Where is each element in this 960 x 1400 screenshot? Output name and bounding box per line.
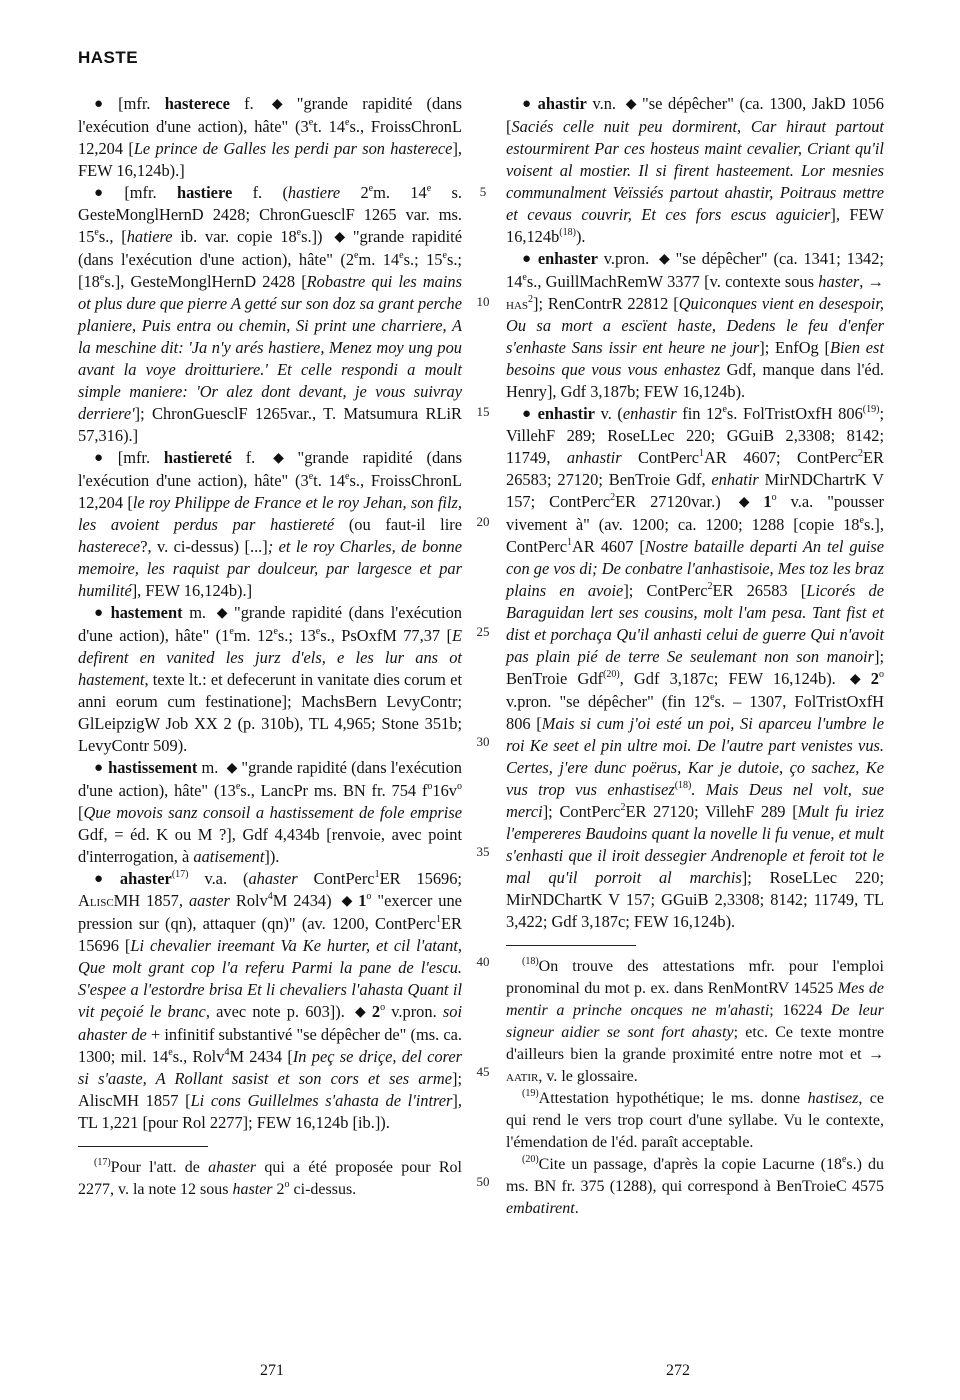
line-number-gutter (470, 93, 496, 1193)
quotation: Robastre qui les mains ot plus dure que pierre A getté sur son doz sa grant perche planiere, Puis entra ou chemin, Si print une charriere, A la meschine dit: 'Ja n'y arés hastiere, Menez moy ung pou avant la voye droitturiere.' Et celle respondi a moult simple maniere: 'Or alez dont devant, je vous suivray derriere' (78, 272, 463, 423)
headword: hastissement (108, 758, 198, 777)
right-column (506, 93, 884, 1220)
quotation: Licorés de Baraguidan lert ses cousins, molt l'am pesa. Tant fist et dist et porchaça Qu'il anhasti celui de guerre Qui n'avoit pas plain pié de terre Se seulemant non son manoir (506, 581, 884, 666)
quotation: Li cons Guillelmes s'ahasta de l'intrer (190, 1091, 453, 1110)
page-number-left: 271 (260, 1362, 284, 1379)
diamond-icon: ◆ (659, 252, 672, 267)
diamond-icon: ◆ (226, 761, 238, 776)
quotation: Saciés celle nuit peu dormirent, Car hiraut partout estourmirent Par ces hosteus maint cevalier, Criant qu'il voisent al mostier. Il si firent hasteement. Lor mesnies communalment Veïssiés partout ahastir, Poitraus mettre et cevaus couvrir, Et ces fors escus aguicier (506, 117, 884, 224)
bullet-icon: ● (94, 96, 114, 112)
footnote-ref: (18) (674, 780, 692, 791)
line-number: 5 (479, 184, 487, 199)
entry-ahastir: ● ahastir v.n. ◆ "se dépêcher" (ca. 1300, JakD 1056 [Saciés celle nuit peu dormirent, Car hiraut partout estourmirent Par ces hosteus maint cevalier, Criant qu'il voisent al mostier. Il si firent hasteement. Lor mesnies communalment Veïssiés partout ahastir, Poitraus mettre et cevaus couvrir, Et ces fors escus aguicier], FEW $16,124b^{(18)}$). (506, 94, 884, 246)
diamond-icon: ◆ (341, 894, 355, 909)
headword: ahaster (119, 869, 172, 888)
bullet-icon: ● (522, 96, 533, 112)
entry-hasterece: ● [mfr. hasterece f. ◆ "grande rapidité (dans l'exécution d'une action), hâte" (3et. 14es., FroissChronL 12,204 [Le prince de Galles les perdi par son hasterece], FEW 16,124b).] (78, 94, 462, 180)
quotation: le roy Philippe de France et le roy Jehan, son filz, les avoient perdus par hastiereté (78, 493, 462, 534)
running-head: HASTE (78, 48, 139, 67)
bullet-icon: ● (94, 605, 106, 621)
cross-reference: has (506, 294, 529, 313)
footnote-ref: (19) (862, 404, 880, 415)
line-number: 45 (476, 1064, 490, 1079)
headword: enhaster (537, 249, 598, 268)
footnote-ref: (20) (602, 669, 620, 680)
entry-hastiere: ● [mfr. hastiere f. (hastiere 2em. 14e s. GesteMonglHernD 2428; ChronGuesclF 1265 var. ms. 15es., [hatiere ib. var. copie 18es.]) ◆ "grande rapidité (dans l'exécution d'une action), hâte" (2em. 14es.; 15es.; [18es.], GesteMonglHernD 2428 [Robastre qui les mains ot plus dure que pierre A getté sur son doz sa grant perche planiere, Puis entra ou chemin, Si print une charriere, A la meschine dit: 'Ja n'y arés hastiere, Menez moy ung pou avant la voye droitturiere.' Et celle respondi a moult simple maniere: 'Or alez dont devant, je vous suivray derriere']; ChronGuesclF 1265var., T. Matsumura RLiR 57,316).] (78, 183, 463, 445)
diamond-icon: ◆ (271, 97, 293, 112)
diamond-icon: ◆ (738, 495, 760, 510)
line-number: 10 (476, 294, 490, 309)
footnote-18: $^{(18)}$On trouve des attestations mfr. pour l'emploi pronominal du mot p. ex. dans RenMontRV 14525 Mes de mentir a prinche oncques ne m'ahasti; 16224 De leur signeur aidier se sont fort ahasty; etc. Ce texte montre d'ailleurs bien la grande proximité entre notre mot et → aatir, v. le glossaire. (506, 956, 885, 1085)
quotation: Nostre bataille departi An tel guise con ge vos di; De conbatre l'anhastisoie, Mes toz les braz plains en avoie (506, 537, 884, 600)
headword: hasterece (164, 94, 230, 113)
quotation: ; et le roy Charles, de bonne memoire, les raquist par doulceur, par largesce et par humilité (78, 537, 462, 600)
entry-hastissement: ● hastissement m. ◆ "grande rapidité (dans l'exécution d'une action), hâte" (13es., LancPr ms. BN fr. 754 $f^o16v^o$ [Que movois sanz consoil a hastissement de fole emprise Gdf, = éd. K ou M ?], Gdf 4,434b [renvoie, avec point d'interrogation, à aatisement]). (78, 758, 462, 866)
bullet-icon: ● (94, 450, 113, 466)
page-number-right: 272 (666, 1362, 690, 1379)
footnote-divider (78, 1146, 208, 1147)
quotation: In peç se driçe, del corer si s'aaste, A Rollant sasist et son cors et ses arme (78, 1047, 462, 1088)
arrow-icon: → (867, 272, 884, 291)
headword: ahastir (537, 94, 587, 113)
footnote-ref: (17) (171, 869, 189, 880)
footnote-20: $^{(20)}$Cite un passage, d'après la copie Lacurne (18es.) du ms. BN fr. 375 (1288), qui correspond à BenTroieC 4575 embatirent. (506, 1154, 884, 1217)
bullet-icon: ● (94, 185, 120, 201)
line-number: 15 (476, 404, 490, 419)
diamond-icon: ◆ (355, 1005, 368, 1020)
arrow-icon: → (868, 1046, 884, 1063)
diamond-icon: ◆ (216, 606, 230, 621)
quotation: Quiconques vient en desespoir, Ou sa mort a escïent haste, Dedens le feu d'enfer s'enhaste Sans issir ent heure ne jour (506, 294, 884, 357)
quotation: Bien est besoins que vous vous enhastez (506, 338, 884, 379)
footnote-ref: (18) (559, 227, 576, 238)
quotation: Li chevalier ireemant Va Ke hurter, et cil l'atant, Que molt grant cop l'a referu Parmi la pane de l'escu. S'espee a l'estordre brisa Et li chevaliers l'ahasta Quant il vit peçoié le branc (78, 936, 462, 1021)
quotation: Le prince de Galles les perdi par son hasterece (133, 139, 453, 158)
bullet-icon: ● (94, 760, 104, 776)
quotation: Mais si cum j'oi esté un poi, Si aparceu l'umbre le roi Ke seet el pin ultre moi. De l'autre part venistes vus. Certes, j'ere dunc poërus, Kar je dutoie, ço sachez, Ke vus trop vus enhastisez (506, 714, 884, 799)
headword: hastiere (176, 183, 233, 202)
bullet-icon: ● (522, 406, 533, 422)
line-number: 30 (476, 734, 490, 749)
line-number: 25 (476, 624, 490, 639)
diamond-icon: ◆ (334, 230, 349, 245)
headword: enhastir (537, 404, 595, 423)
diamond-icon: ◆ (849, 672, 867, 687)
line-number: 50 (476, 1174, 490, 1189)
entry-ahaster: ● ahaster$^{(17)}$ v.a. (ahaster ContPerc$^1$ER 15696; AliscMH 1857, aaster Rolv$^4$M 2434) ◆ 1$^o$ "exercer une pression sur (qn), attaquer (qn)" (av. 1200, ContPerc$^1$ER 15696 [Li chevalier ireemant Va Ke hurter, et cil l'atant, Que molt grant cop l'a referu Parmi la pane de l'escu. S'espee a l'estordre brisa Et li chevaliers l'ahasta Quant il vit peçoié le branc, avec note p. 603]). ◆ 2$^o$ v.pron. soi ahaster de + infinitif substantivé "se dépêcher de" (ms. ca. 1300; mil. 14es., Rolv$^4$M 2434 [In peç se driçe, del corer si s'aaste, A Rollant sasist et son cors et ses arme]; AliscMH 1857 [Li cons Guillelmes s'ahasta de l'intrer], TL 1,221 [pour Rol 2277]; FEW 16,124b [ib.]). (78, 869, 463, 1132)
line-number: 20 (476, 514, 490, 529)
quotation: E defirent en vanited les jurz d'els, e les lur ans ot hastement (78, 626, 462, 689)
quotation: Que movois sanz consoil a hastissement de fole emprise (83, 803, 462, 822)
footnote-divider (506, 945, 636, 946)
headword: hastement (110, 603, 183, 622)
bullet-icon: ● (522, 251, 533, 267)
diamond-icon: ◆ (273, 451, 294, 466)
entry-enhaster: ● enhaster v.pron. ◆ "se dépêcher" (ca. 1341; 1342; 14es., GuillMachRemW 3377 [v. contexte sous haster, → has$^2$]; RenContrR 22812 [Quiconques vient en desespoir, Ou sa mort a escïent haste, Dedens le feu d'enfer s'enhaste Sans issir ent heure ne jour]; EnfOg [Bien est besoins que vous vous enhastez Gdf, manque dans l'éd. Henry], Gdf 3,187b; FEW 16,124b). (506, 249, 884, 401)
cross-reference: aatir (506, 1068, 539, 1085)
left-column (78, 93, 462, 1201)
quotation: Mult fu iriez l'empereres Baudoins quant la novelle li fu venue, et mult s'enhasti que il iroit dessegier Andrenople et feroit tot le mal qu'il porroit al marchis (506, 802, 884, 887)
quotation: . Mais Deus nel volt, sue merci (506, 780, 884, 821)
diamond-icon: ◆ (625, 97, 639, 112)
footnote-19: $^{(19)}$Attestation hypothétique; le ms. donne hastisez, ce qui rend le vers trop court d'une syllabe. Vu le contexte, l'émendation de l'éd. paraît acceptable. (506, 1088, 885, 1151)
line-number: 35 (476, 844, 490, 859)
line-number: 40 (476, 954, 490, 969)
entry-enhastir: ● enhastir v. (enhastir fin 12es. FolTristOxfH 806$^{(19)}$; VillehF 289; RoseLLec 220; GGuiB 2,3308; 8142; 11749, anhastir ContPerc$^1$AR 4607; ContPerc$^2$ER 26583; 27120; BenTroie Gdf, enhatir MirNDChartrK V 157; ContPerc$^2$ER 27120var.) ◆ 1$^o$ v.a. "pousser vivement à" (av. 1200; ca. 1200; 1288 [copie 18es.], ContPerc$^1$AR 4607 [Nostre bataille departi An tel guise con ge vos di; De conbatre l'anhastisoie, Mes toz les braz plains en avoie]; ContPerc$^2$ER 26583 [Licorés de Baraguidan lert ses cousins, molt l'am pesa. Tant fist et dist et porchaça Qu'il anhasti celui de guerre Qui n'avoit pas plain pié de terre Se seulemant non son manoir]; BenTroie Gdf$^{(20)}$, Gdf 3,187c; FEW 16,124b). ◆ 2$^o$ v.pron. "se dépêcher" (fin 12es. – 1307, FolTristOxfH 806 [Mais si cum j'oi esté un poi, Si aparceu l'umbre le roi Ke seet el pin ultre moi. De l'autre part venistes vus. Certes, j'ere dunc poërus, Kar je dutoie, ço sachez, Ke vus trop vus enhastisez$^{(18)}$. Mais Deus nel volt, sue merci]; ContPerc$^2$ER 27120; VillehF 289 [Mult fu iriez l'empereres Baudoins quant la novelle li fu venue, et mult s'enhasti que il iroit dessegier Andrenople et feroit tot le mal qu'il porroit al marchis]; RoseLLec 220; MirNDChartK V 157; GGuiB 2,3308; 8142; 11749, TL 3,422; Gdf 3,187c; FEW 16,124b). (506, 404, 885, 931)
footnote-17: $^{(17)}$Pour l'att. de ahaster qui a été proposée pour Rol 2277, v. la note 12 sous haster 2$^o$ ci-dessus. (78, 1157, 462, 1198)
entry-hastierete: ● [mfr. hastiereté f. ◆ "grande rapidité (dans l'exécution d'une action), hâte" (3et. 14es., FroissChronL 12,204 [le roy Philippe de France et le roy Jehan, son filz, les avoient perdus par hastiereté (ou faut-il lire hasterece?, v. ci-dessus) [...]; et le roy Charles, de bonne memoire, les raquist par doulceur, par largesce et par humilité], FEW 16,124b).] (78, 448, 463, 600)
headword: hastiereté (163, 448, 232, 467)
bullet-icon: ● (94, 871, 115, 887)
entry-hastement: ● hastement m. ◆ "grande rapidité (dans l'exécution d'une action), hâte" (1em. 12es.; 13es., PsOxfM 77,37 [E defirent en vanited les jurz d'els, e les lur ans ot hastement, texte lt.: et defecerunt in vanitate dies corum et anni eorum cum festinatione]; MachsBern LevyContr; GlLeipzigW Job XX 2 (p. 310b), TL 4,965; Stone 351b; LevyContr 509). (78, 603, 462, 755)
